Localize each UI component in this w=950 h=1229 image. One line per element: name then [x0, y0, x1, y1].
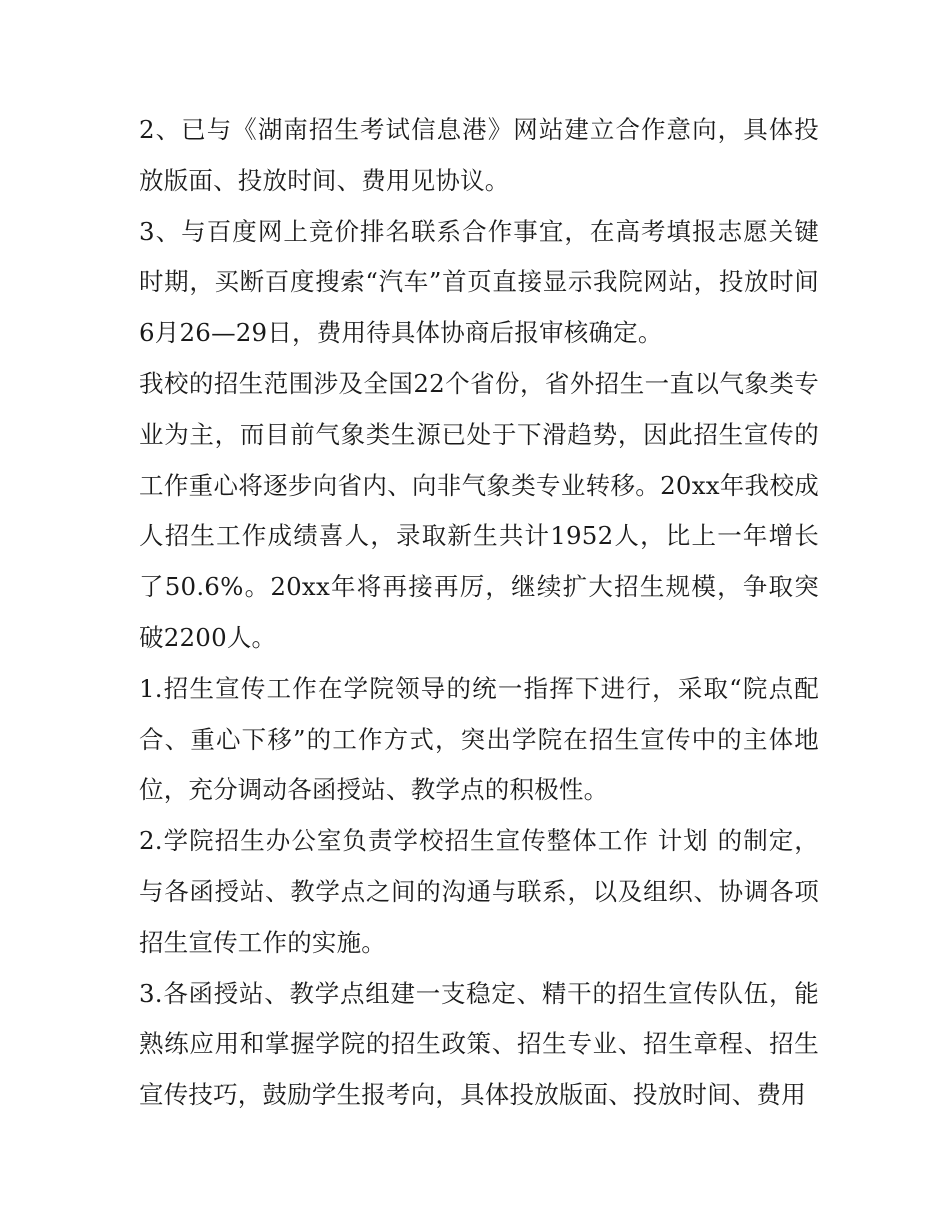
document-body	[139, 105, 819, 1121]
paragraph-enrollment-overview: 我校的招生范围涉及全国22个省份，省外招生一直以气象类专业为主，而目前气象类生源已处于下滑趋势，因此招生宣传的工作重心将逐步向省内、向非气象类专业转移。20xx年我校成人招生工作成绩喜人，录取新生共计1952人，比上一年增长了50.6%。20xx年将再接再厉，继续扩大招生规模，争取突破2200人。	[139, 368, 819, 652]
paragraph-item-2: 2.学院招生办公室负责学校招生宣传整体工作 计划 的制定，与各函授站、教学点之间的沟通与联系，以及组织、协调各项招生宣传工作的实施。	[139, 826, 819, 957]
paragraph-item-1: 1.招生宣传工作在学院领导的统一指挥下进行，采取“院点配合、重心下移”的工作方式，突出学院在招生宣传中的主体地位，充分调动各函授站、教学点的积极性。	[139, 673, 819, 805]
paragraph-baidu-bidding: 3、与百度网上竞价排名联系合作事宜，在高考填报志愿关键时期，买断百度搜索“汽车”首页直接显示我院网站，投放时间6月26—29日，费用待具体协商后报审核确定。	[139, 216, 819, 348]
paragraph-item-3: 3.各函授站、教学点组建一支稳定、精干的招生宣传队伍，能熟练应用和掌握学院的招生政策、招生专业、招生章程、招生宣传技巧，鼓励学生报考向，具体投放版面、投放时间、费用	[139, 978, 819, 1110]
paragraph-website-cooperation: 2、已与《湖南招生考试信息港》网站建立合作意向，具体投放版面、投放时间、费用见协议。	[139, 115, 819, 195]
